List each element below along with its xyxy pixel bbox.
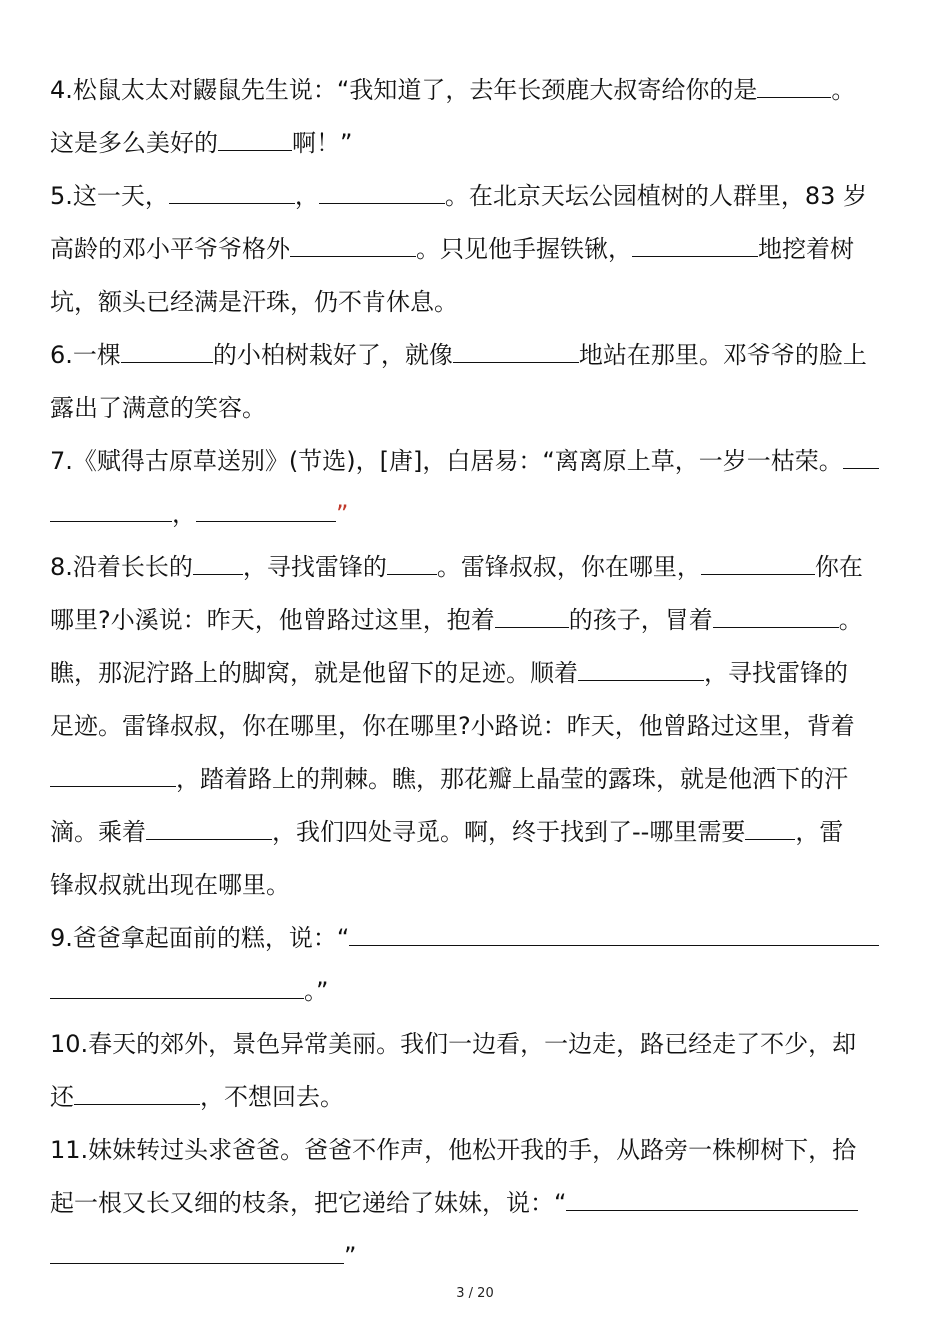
answer-blank[interactable] [578,660,704,681]
q5-text: ， [294,182,319,210]
answer-blank[interactable] [495,607,569,628]
question-4-line-1 [50,75,855,105]
question-6-line-2 [50,393,266,423]
q9-text: 9.爸爸拿起面前的糕，说：“ [50,924,350,952]
q11-text: 起一根又长又细的枝条，把它递给了妹妹，说：“ [50,1189,567,1217]
closing-quote-mark: ” [336,500,349,528]
answer-blank[interactable] [701,554,815,575]
q4-text: 。 [831,76,856,104]
q6-text: 6.一棵 [50,341,121,369]
answer-blank[interactable] [757,77,831,98]
question-10-line-1 [50,1029,856,1059]
q8-text: ，我们四处寻觅。啊，终于找到了--哪里需要 [272,818,746,846]
q6-text: 地站在那里。邓爷爷的脸上 [578,341,867,369]
q4-text: 这是多么美好的 [50,129,218,157]
answer-blank[interactable] [50,501,172,522]
question-10-line-2 [50,1082,344,1112]
question-8-line-2 [50,605,863,635]
answer-blank[interactable] [146,819,272,840]
question-11-line-3 [50,1241,356,1271]
answer-blank[interactable] [290,236,416,257]
question-5-line-1 [50,181,867,211]
question-6-line-1 [50,340,867,370]
answer-blank[interactable] [349,925,879,946]
q10-text: ，不想回去。 [200,1083,344,1111]
q4-text: 啊！” [292,129,353,157]
question-9-line-1 [50,923,879,953]
q5-text: 。在北京天坛公园植树的人群里，83 岁 [444,182,868,210]
answer-blank[interactable] [50,978,304,999]
answer-blank[interactable] [196,501,336,522]
question-5-line-2 [50,234,854,264]
answer-blank[interactable] [50,1243,344,1264]
q8-text: 足迹。雷锋叔叔，你在哪里，你在哪里?小路说：昨天，他曾路过这里，背着 [50,712,855,740]
answer-blank[interactable] [713,607,839,628]
question-8-line-5 [50,764,848,794]
q8-text: ，雷 [795,818,844,846]
answer-blank[interactable] [632,236,758,257]
question-5-line-3 [50,287,458,317]
q4-text: 4.松鼠太太对鼹鼠先生说：“我知道了，去年长颈鹿大叔寄给你的是 [50,76,758,104]
q9-text: 。” [304,977,329,1005]
answer-blank[interactable] [319,183,445,204]
question-11-line-2 [50,1188,858,1218]
question-8-line-6 [50,817,843,847]
q11-text: 11.妹妹转过头求爸爸。爸爸不作声，他松开我的手，从路旁一株柳树下，拾 [50,1136,857,1164]
question-8-line-7 [50,870,290,900]
answer-blank[interactable] [387,554,437,575]
q5-text: 坑，额头已经满是汗珠，仍不肯休息。 [50,288,458,316]
question-4-line-2 [50,128,352,158]
q10-text: 10.春天的郊外，景色异常美丽。我们一边看，一边走，路已经走了不少，却 [50,1030,857,1058]
question-8-line-4 [50,711,855,741]
q7-text: ， [172,500,196,528]
question-9-line-2 [50,976,328,1006]
q8-text: 8.沿着长长的 [50,553,193,581]
answer-blank[interactable] [193,554,243,575]
q8-text: 。雷锋叔叔，你在哪里， [436,553,701,581]
answer-blank[interactable] [745,819,795,840]
answer-blank[interactable] [169,183,295,204]
question-11-line-1 [50,1135,856,1165]
q8-text: 锋叔叔就出现在哪里。 [50,871,290,899]
question-8-line-1 [50,552,863,582]
q8-text: 你在 [814,553,863,581]
answer-blank[interactable] [566,1190,858,1211]
question-8-line-3 [50,658,848,688]
q8-text: 哪里?小溪说：昨天，他曾路过这里，抱着 [50,606,495,634]
q5-text: 高龄的邓小平爷爷格外 [50,235,290,263]
page-number: 3 / 20 [456,1286,494,1301]
answer-blank[interactable] [121,342,213,363]
q6-text: 露出了满意的笑容。 [50,394,266,422]
q6-text: 的小柏树栽好了，就像 [212,341,453,369]
answer-blank[interactable] [50,766,176,787]
q5-text: 地挖着树 [758,235,854,263]
q5-text: 5.这一天， [50,182,169,210]
q10-text: 还 [50,1083,74,1111]
q8-text: 滴。乘着 [50,818,146,846]
q8-text: ，寻找雷锋的 [704,659,848,687]
q11-text: ” [344,1242,357,1270]
q8-text: ，寻找雷锋的 [242,553,387,581]
answer-blank[interactable] [218,130,292,151]
question-7-line-1 [50,446,879,476]
answer-blank[interactable] [453,342,579,363]
question-7-line-2 [50,499,348,529]
q7-text: 7.《赋得古原草送别》(节选)，[唐]，白居易：“离离原上草，一岁一枯荣。 [50,447,843,475]
answer-blank[interactable] [74,1084,200,1105]
answer-blank[interactable] [843,448,879,469]
q8-text: 瞧，那泥泞路上的脚窝，就是他留下的足迹。顺着 [50,659,578,687]
q8-text: 。 [838,606,863,634]
q5-text: 。只见他手握铁锹， [416,235,632,263]
q8-text: 的孩子，冒着 [568,606,713,634]
q8-text: ，踏着路上的荆棘。瞧，那花瓣上晶莹的露珠，就是他洒下的汗 [176,765,848,793]
